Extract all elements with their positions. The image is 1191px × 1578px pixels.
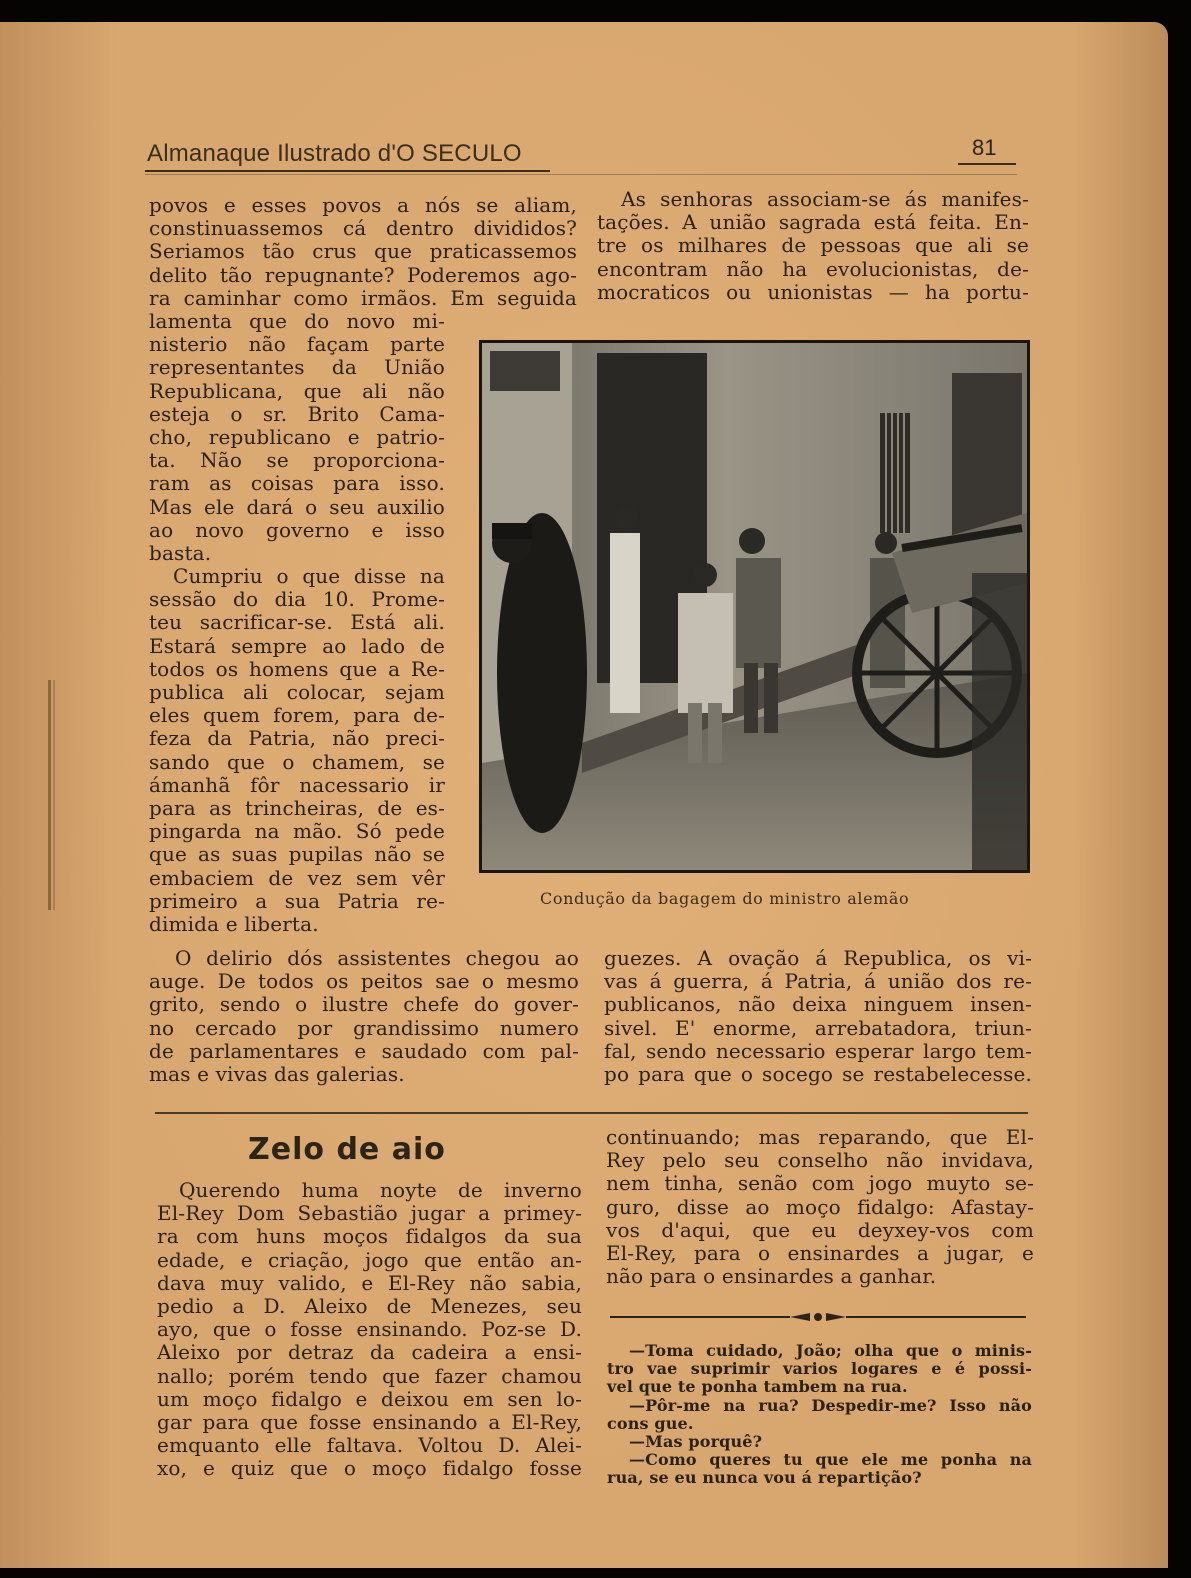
text-line: ao novo governo e isso xyxy=(149,517,445,542)
text-line: embaciem de vez sem vêr xyxy=(149,865,445,890)
text-line: —Toma cuidado, João; olha que o minis- xyxy=(629,1341,1032,1360)
text-line: auge. De todos os peitos sae o mesmo xyxy=(149,969,579,994)
text-line: teu sacrificar-se. Está ali. xyxy=(149,610,445,635)
text-line: que as suas pupilas não se xyxy=(149,842,445,867)
text-line: sivel. E' enorme, arrebatadora, triun- xyxy=(604,1015,1032,1040)
text-line: emquanto elle faltava. Voltou D. Alei- xyxy=(157,1433,582,1458)
text-line: pedio a D. Aleixo de Menezes, seu xyxy=(157,1293,582,1318)
page-number: 81 xyxy=(972,135,997,160)
text-line: Rey pelo seu conselho não invidava, xyxy=(606,1148,1034,1173)
text-line: cons gue. xyxy=(607,1413,694,1433)
text-line: cho, republicano e patrio- xyxy=(149,424,445,449)
text-line: —Como queres tu que ele me ponha na xyxy=(629,1450,1032,1470)
text-line: El-Rey, para o ensinardes a jugar, e xyxy=(606,1240,1034,1265)
text-line: ra com huns moços fidalgos da sua xyxy=(157,1224,582,1249)
text-line: vel que te ponha tambem na rua. xyxy=(607,1377,908,1397)
text-line: —Mas porquê? xyxy=(629,1431,763,1451)
text-line: rua, se eu nunca vou á repartição? xyxy=(607,1468,922,1488)
joke-column xyxy=(607,1342,1032,1488)
text-line: eles quem forem, para de- xyxy=(149,703,445,728)
text-line: Seriamos tão crus que praticassemos xyxy=(149,239,577,264)
text-line: para as trincheiras, de es- xyxy=(149,795,445,820)
section-divider xyxy=(155,1112,1028,1114)
binding-thread xyxy=(48,680,51,910)
text-line: continuando; mas reparando, que El- xyxy=(606,1125,1034,1149)
text-line: po para que o socego se restabelecesse. xyxy=(604,1061,1032,1086)
text-line: representantes da União xyxy=(149,355,445,380)
text-line: mocraticos ou unionistas — ha portu- xyxy=(597,279,1029,304)
news-photograph xyxy=(479,340,1030,873)
text-line: ayo, que o fosse ensinando. Poz-se D. xyxy=(157,1317,582,1342)
text-line: todos os homens que a Re- xyxy=(149,656,445,681)
text-line: dava muy valido, e El-Rey não sabia, xyxy=(157,1270,582,1295)
anecdote-column-right xyxy=(606,1126,1034,1288)
text-line: de parlamentares e saudado com pal- xyxy=(149,1038,579,1063)
article-column-left-top xyxy=(149,194,577,310)
header-rule xyxy=(145,170,550,172)
text-line: Querendo huma noyte de inverno xyxy=(179,1178,582,1202)
text-line: edade, e criação, jogo que então an- xyxy=(157,1247,582,1272)
article-column-right-bottom xyxy=(604,947,1032,1086)
text-line: mas e vivas das galerias. xyxy=(149,1061,405,1086)
section-title: Zelo de aio xyxy=(248,1132,446,1167)
binding-thread xyxy=(53,680,55,910)
running-header: Almanaque Ilustrado d'O SECULO xyxy=(147,140,522,167)
almanac-page xyxy=(0,22,1168,1568)
article-column-narrow xyxy=(149,310,445,936)
text-line: dimida e liberta. xyxy=(149,911,319,936)
text-line: nisterio não façam parte xyxy=(149,332,445,357)
text-line: O delirio dós assistentes chegou ao xyxy=(175,946,579,970)
page-number-rule xyxy=(958,163,1016,165)
text-line: tações. A união sagrada está feita. En- xyxy=(597,210,1029,235)
text-line: El-Rey Dom Sebastião jugar a primey- xyxy=(157,1201,582,1226)
text-line: ta. Não se proporciona- xyxy=(149,448,445,473)
text-line: sessão do dia 10. Prome- xyxy=(149,587,445,612)
text-line: delito tão repugnante? Poderemos ago- xyxy=(149,262,577,287)
text-line: As senhoras associam-se ás manifes- xyxy=(621,187,1029,211)
text-line: guezes. A ovação á Republica, os vi- xyxy=(604,946,1032,970)
text-line: no cercado por grandissimo numero xyxy=(149,1015,579,1040)
text-line: constinuassemos cá dentro divididos? xyxy=(149,216,577,241)
text-line: guro, disse ao moço fidalgo: Afastay- xyxy=(606,1194,1034,1219)
text-line: xo, e quiz que o moço fidalgo fosse xyxy=(157,1456,582,1481)
text-line: povos e esses povos a nós se aliam, xyxy=(149,193,577,217)
text-line: um moço fidalgo e deixou em sen lo- xyxy=(157,1386,582,1411)
text-line: publicanos, não deixa ninguem insen- xyxy=(604,992,1032,1017)
text-line: fal, sendo necessario esperar largo tem- xyxy=(604,1038,1032,1063)
text-line: publica ali colocar, sejam xyxy=(149,680,445,704)
text-line: ram as coisas para isso. xyxy=(149,471,445,496)
photograph-image xyxy=(482,343,1027,870)
text-line: ra caminhar como irmãos. Em seguida xyxy=(149,285,577,310)
header-rule-faint xyxy=(145,174,1017,175)
article-column-right-top xyxy=(597,188,1029,304)
ornamental-rule xyxy=(610,1310,1026,1324)
text-line: feza da Patria, não preci- xyxy=(149,726,445,751)
text-line: nallo; porém tendo que fazer chamou xyxy=(157,1363,582,1388)
text-line: tre os milhares de pessoas que ali se xyxy=(597,233,1029,258)
text-line: vas á guerra, á Patria, á união dos re- xyxy=(604,969,1032,994)
text-line: ámanhã fôr nacessario ir xyxy=(149,772,445,797)
text-line: gar para que fosse ensinando a El-Rey, xyxy=(157,1409,582,1434)
text-line: —Pôr-me na rua? Despedir-me? Isso não xyxy=(629,1395,1032,1415)
article-column-left-bottom xyxy=(149,947,579,1086)
text-line: tro vae suprimir varios logares e é possi- xyxy=(607,1359,1032,1379)
text-line: não para o ensinardes a ganhar. xyxy=(606,1264,937,1289)
text-line: nem tinha, senão com jogo muyto se- xyxy=(606,1171,1034,1196)
text-line: encontram não ha evolucionistas, de- xyxy=(597,256,1029,281)
text-line: primeiro a sua Patria re- xyxy=(149,888,445,913)
text-line: lamenta que do novo mi- xyxy=(149,309,445,333)
text-line: Aleixo por detraz da cadeira a ensi- xyxy=(157,1340,582,1365)
text-line: Republicana, que ali não xyxy=(149,378,445,403)
text-line: vos d'aqui, que eu deyxey-vos com xyxy=(606,1217,1034,1242)
photo-caption: Condução da bagagem do ministro alemão xyxy=(540,889,910,908)
text-line: basta. xyxy=(149,540,212,565)
text-line: Estará sempre ao lado de xyxy=(149,633,445,658)
text-line: pingarda na mão. Só pede xyxy=(149,819,445,844)
text-line: sando que o chamem, se xyxy=(149,749,445,774)
text-line: Mas ele dará o seu auxilio xyxy=(149,494,445,519)
text-line: esteja o sr. Brito Cama- xyxy=(149,401,445,426)
anecdote-column-left xyxy=(157,1179,582,1480)
text-line: Cumpriu o que disse na xyxy=(173,564,445,589)
text-line: grito, sendo o ilustre chefe do gover- xyxy=(149,992,579,1017)
